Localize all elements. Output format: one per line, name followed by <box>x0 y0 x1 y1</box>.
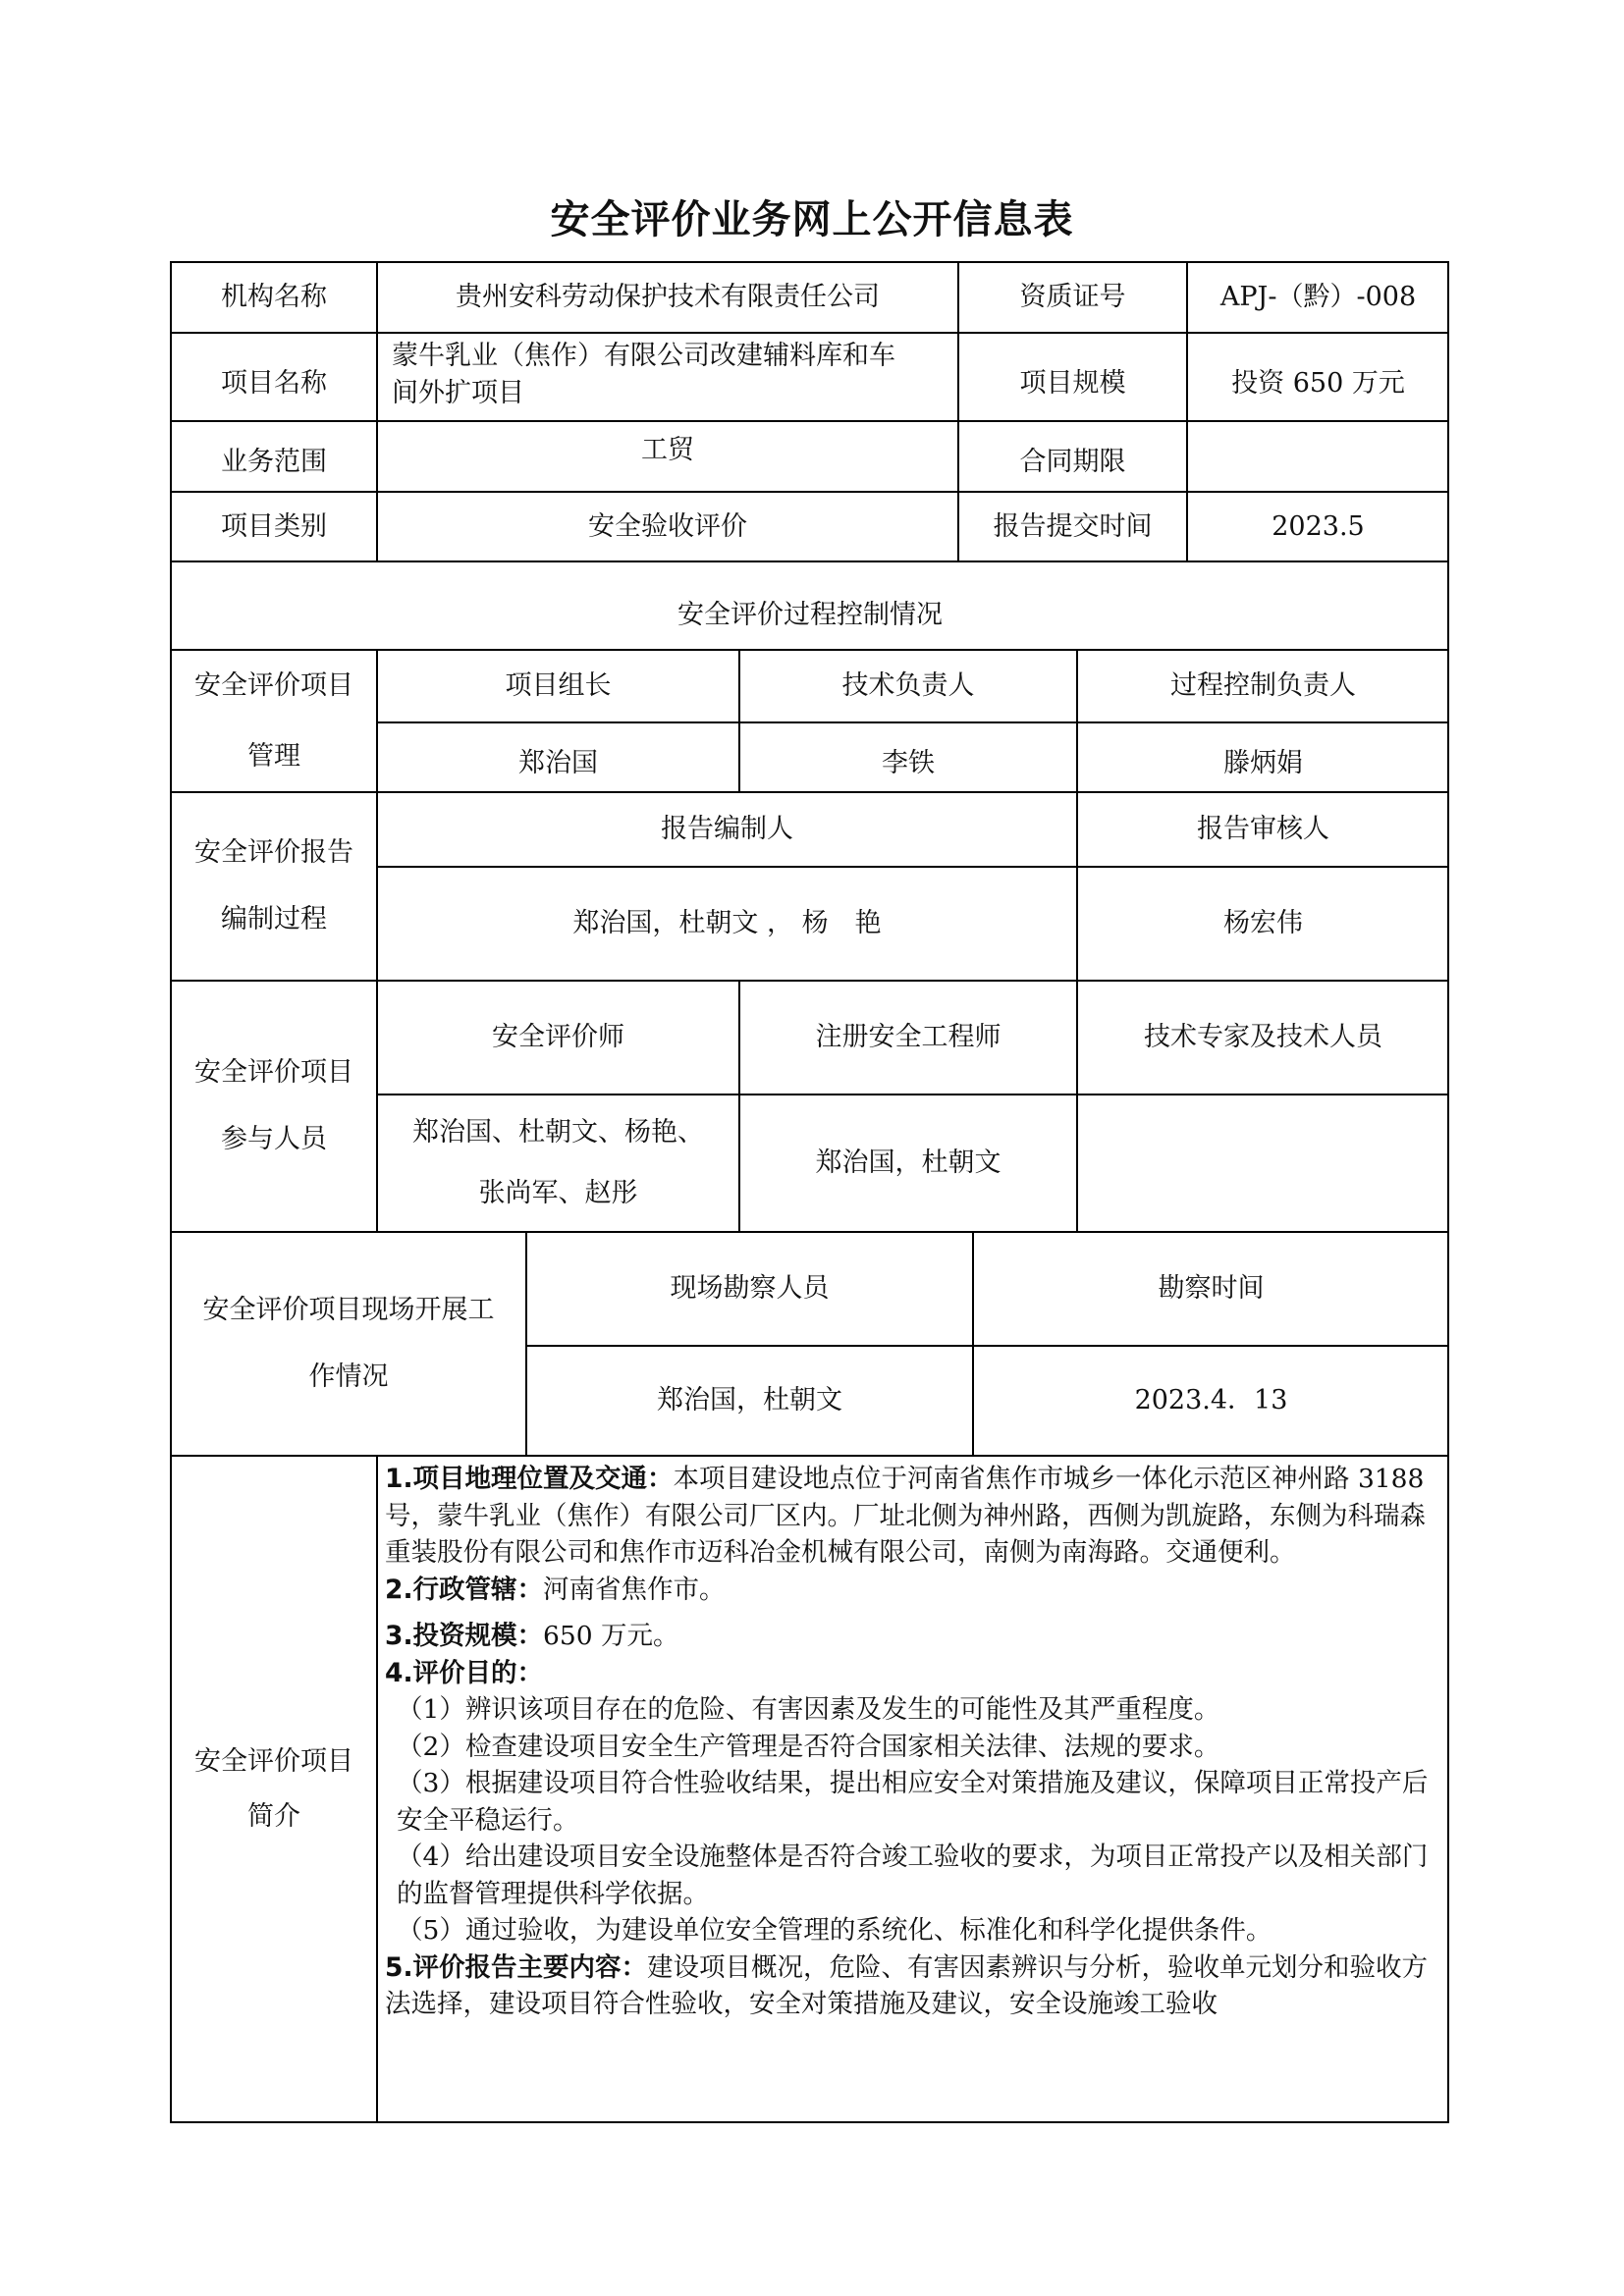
intro-heading: 1.项目地理位置及交通： <box>385 1464 674 1494</box>
site-surveyor-value: 郑治国，杜朝文 <box>657 1385 842 1415</box>
intro-purpose-item: （2）检查建设项目安全生产管理是否符合国家相关法律、法规的要求。 <box>397 1731 1220 1762</box>
participants-label-line: 参与人员 <box>221 1124 327 1154</box>
project-category-value: 安全验收评价 <box>588 510 747 542</box>
participants-label <box>172 982 376 1231</box>
org-name-label: 机构名称 <box>221 282 327 312</box>
assessor-value-line: 郑治国、杜朝文、杨艳、 <box>412 1117 704 1148</box>
intro-purpose-item: （1）辨识该项目存在的危险、有害因素及发生的可能性及其严重程度。 <box>397 1694 1220 1725</box>
project-name-value <box>392 338 951 412</box>
intro-report-content-paragraph <box>385 1949 1435 2023</box>
intro-heading: 2.行政管辖： <box>385 1574 544 1605</box>
site-surveyor-header: 现场勘察人员 <box>670 1273 830 1304</box>
project-scale-label: 项目规模 <box>1019 368 1126 399</box>
report-submit-label: 报告提交时间 <box>993 510 1153 542</box>
intro-heading: 3.投资规模： <box>385 1621 544 1651</box>
project-name-label: 项目名称 <box>221 368 327 399</box>
assessor-header: 安全评价师 <box>492 1022 624 1052</box>
report-process-label-line: 编制过程 <box>221 904 327 934</box>
report-process-label-line: 安全评价报告 <box>194 837 353 868</box>
column-divider <box>376 1456 378 2122</box>
site-work-label-line: 安全评价项目现场开展工 <box>202 1295 495 1325</box>
management-label <box>172 651 376 791</box>
site-work-label-line: 作情况 <box>308 1362 389 1392</box>
site-work-label <box>172 1233 525 1455</box>
report-submit-value: 2023.5 <box>1272 510 1365 542</box>
cert-value: APJ-（黔）-008 <box>1219 282 1417 312</box>
intro-text: 建设项目概况，危险、有害因素辨识与分析，验收单元划分和验收方法选择，建设项目符合性验收，安全对策措施及建议，安全设施竣工验收 <box>385 1951 1429 2019</box>
project-name-line: 间外扩项目 <box>392 378 524 408</box>
intro-purpose-item: （5）通过验收，为建设单位安全管理的系统化、标准化和科学化提供条件。 <box>397 1915 1272 1946</box>
intro-label <box>172 1457 376 2122</box>
business-scope-label: 业务范围 <box>221 447 327 477</box>
intro-jurisdiction-paragraph <box>385 1572 1435 1609</box>
process-control-value: 滕炳娟 <box>1223 747 1303 778</box>
intro-location-paragraph <box>385 1461 1435 1572</box>
management-label-line: 安全评价项目 <box>194 669 353 701</box>
management-label-line: 管理 <box>247 740 300 772</box>
report-writer-value: 郑治国，杜朝文 ， 杨 艳 <box>572 908 882 938</box>
intro-heading: 5.评价报告主要内容： <box>385 1951 648 1983</box>
report-process-label <box>172 793 376 980</box>
tech-lead-value: 李铁 <box>882 747 935 778</box>
tech-lead-header: 技术负责人 <box>841 670 975 701</box>
report-reviewer-header: 报告审核人 <box>1197 814 1329 844</box>
project-scale-value: 投资 650 万元 <box>1231 368 1405 399</box>
project-category-label: 项目类别 <box>221 510 327 542</box>
intro-purpose-item: （4）给出建设项目安全设施整体是否符合竣工验收的要求，为项目正常投产以及相关部门的监督管理提供科学依据。 <box>397 1842 1429 1909</box>
intro-heading: 4.评价目的： <box>385 1657 544 1688</box>
intro-purpose-item: （3）根据建设项目符合性验收结果，提出相应安全对策措施及建议，保障项目正常投产后安全平稳运行。 <box>397 1768 1429 1836</box>
contract-term-label: 合同期限 <box>1019 447 1126 477</box>
page-title: 安全评价业务网上公开信息表 <box>550 197 1074 242</box>
expert-header: 技术专家及技术人员 <box>1144 1022 1382 1052</box>
process-control-header: 过程控制负责人 <box>1170 670 1356 701</box>
survey-time-value: 2023.4．13 <box>1134 1385 1288 1415</box>
report-reviewer-value: 杨宏伟 <box>1223 908 1303 938</box>
assessor-value <box>378 1095 738 1231</box>
project-leader-value: 郑治国 <box>518 747 598 778</box>
participants-label-line: 安全评价项目 <box>194 1057 353 1088</box>
org-name-value: 贵州安科劳动保护技术有限责任公司 <box>456 282 880 312</box>
project-name-line: 蒙牛乳业（焦作）有限公司改建辅料库和车 <box>392 341 895 371</box>
survey-time-header: 勘察时间 <box>1158 1273 1265 1304</box>
business-scope-value: 工贸 <box>641 435 694 465</box>
intro-text: 本项目建设地点位于河南省焦作市城乡一体化示范区神州路 3188 号，蒙牛乳业（焦作）有限公司厂区内。厂址北侧为神州路，西侧为凯旋路，东侧为科瑞森重装股份有限公司和焦作市迈科冶金机械有限公司，南侧为南海路。交通便利。 <box>385 1464 1426 1568</box>
engineer-value: 郑治国，杜朝文 <box>815 1148 1001 1178</box>
assessor-value-line: 张尚军、赵彤 <box>478 1178 638 1208</box>
cert-label: 资质证号 <box>1019 282 1126 312</box>
contract-term-value <box>1188 422 1448 491</box>
process-section-title: 安全评价过程控制情况 <box>677 600 943 630</box>
intro-investment-paragraph <box>385 1618 1435 1655</box>
engineer-header: 注册安全工程师 <box>815 1022 1001 1052</box>
intro-label-line: 简介 <box>247 1801 300 1832</box>
expert-value <box>1078 1095 1448 1231</box>
project-leader-header: 项目组长 <box>505 670 612 701</box>
intro-content <box>385 1461 1435 2023</box>
intro-purpose-paragraph <box>385 1655 1435 1692</box>
report-writer-header: 报告编制人 <box>661 814 793 844</box>
intro-text: 650 万元。 <box>543 1621 679 1651</box>
intro-text: 河南省焦作市。 <box>543 1574 726 1605</box>
intro-label-line: 安全评价项目 <box>194 1746 353 1777</box>
